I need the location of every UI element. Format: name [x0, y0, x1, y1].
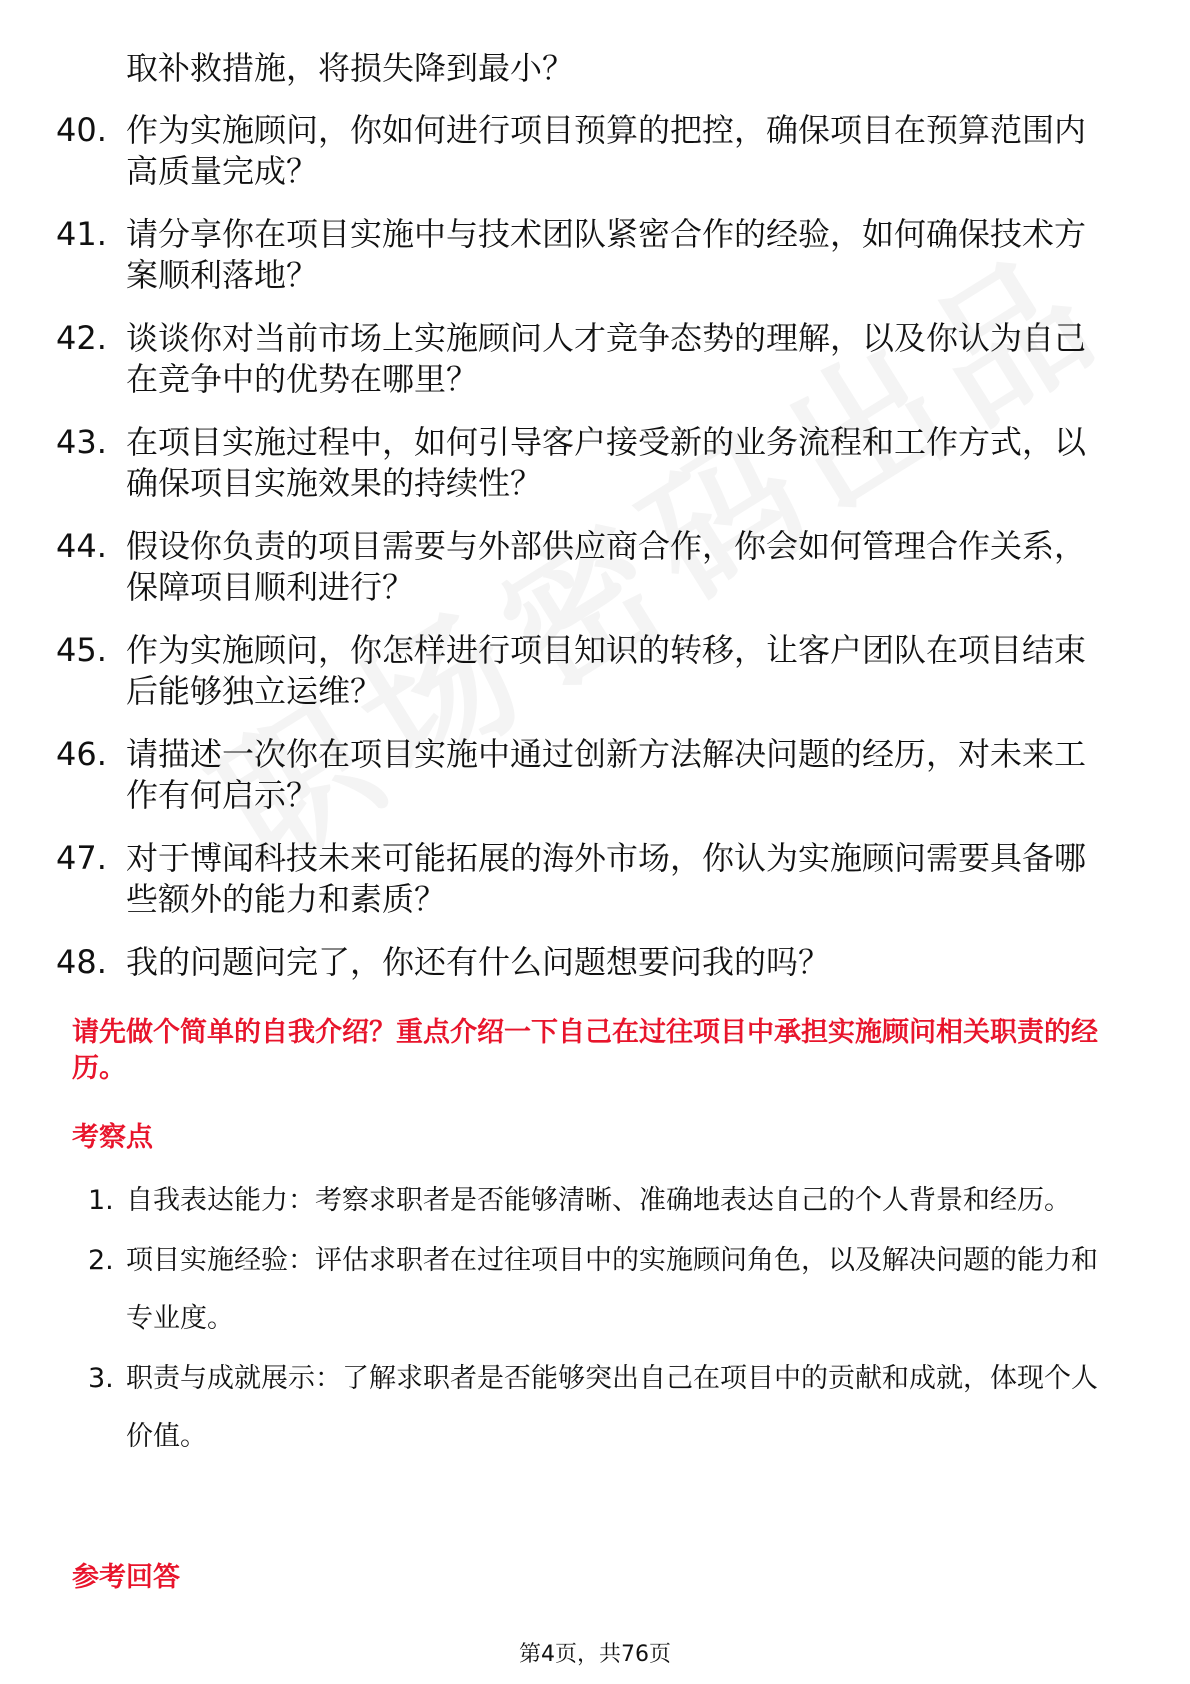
- point-text: 项目实施经验：评估求职者在过往项目中的实施顾问角色，以及解决问题的能力和专业度。: [126, 1245, 1098, 1334]
- question-item: [0, 838, 1190, 920]
- point-item: [0, 1232, 1190, 1348]
- question-text: 请描述一次你在项目实施中通过创新方法解决问题的经历，对未来工作有何启示？: [126, 735, 1087, 814]
- question-number: 47.: [56, 839, 107, 877]
- question-number: 45.: [56, 631, 107, 669]
- question-text: 谈谈你对当前市场上实施顾问人才竞争态势的理解，以及你认为自己在竞争中的优势在哪里？: [126, 319, 1087, 398]
- question-item: [0, 526, 1190, 608]
- question-text: 请分享你在项目实施中与技术团队紧密合作的经验，如何确保技术方案顺利落地？: [126, 215, 1087, 294]
- question-number: 44.: [56, 527, 107, 565]
- point-item: [0, 1172, 1190, 1230]
- answer-label: 参考回答: [72, 1562, 180, 1593]
- question-text: 在项目实施过程中，如何引导客户接受新的业务流程和工作方式，以确保项目实施效果的持续性？: [126, 423, 1087, 502]
- question-text: 我的问题问完了，你还有什么问题想要问我的吗？: [126, 943, 831, 981]
- page-indicator: 第4页，共76页: [519, 1642, 671, 1667]
- section-question-heading: 请先做个简单的自我介绍？重点介绍一下自己在过往项目中承担实施顾问相关职责的经历。: [72, 1017, 1098, 1084]
- question-item: [0, 422, 1190, 504]
- question-item: [0, 110, 1190, 192]
- question-text: 作为实施顾问，你如何进行项目预算的把控，确保项目在预算范围内高质量完成？: [126, 111, 1087, 190]
- question-continuation: 取补救措施，将损失降到最小？: [126, 49, 575, 87]
- question-number: 42.: [56, 319, 107, 357]
- question-text: 对于博闻科技未来可能拓展的海外市场，你认为实施顾问需要具备哪些额外的能力和素质？: [126, 839, 1087, 918]
- question-number: 40.: [56, 111, 107, 149]
- question-item: [0, 942, 1190, 983]
- question-list: [0, 48, 1190, 1005]
- point-text: 职责与成就展示：了解求职者是否能够突出自己在项目中的贡献和成就，体现个人价值。: [126, 1363, 1098, 1452]
- question-text: 作为实施顾问，你怎样进行项目知识的转移，让客户团队在项目结束后能够独立运维？: [126, 631, 1087, 710]
- points-list: [0, 1172, 1190, 1468]
- question-item: [0, 318, 1190, 400]
- question-text: 假设你负责的项目需要与外部供应商合作，你会如何管理合作关系，保障项目顺利进行？: [126, 527, 1087, 606]
- question-item: [0, 734, 1190, 816]
- point-number: 3.: [88, 1363, 114, 1394]
- point-number: 2.: [88, 1245, 114, 1276]
- question-number: 46.: [56, 735, 107, 773]
- question-item: [0, 214, 1190, 296]
- point-number: 1.: [88, 1185, 114, 1216]
- point-item: [0, 1350, 1190, 1466]
- question-item: [0, 630, 1190, 712]
- question-number: 41.: [56, 215, 107, 253]
- points-label: 考察点: [72, 1122, 153, 1153]
- question-number: 43.: [56, 423, 107, 461]
- point-text: 自我表达能力：考察求职者是否能够清晰、准确地表达自己的个人背景和经历。: [126, 1185, 1071, 1216]
- question-number: 48.: [56, 943, 107, 981]
